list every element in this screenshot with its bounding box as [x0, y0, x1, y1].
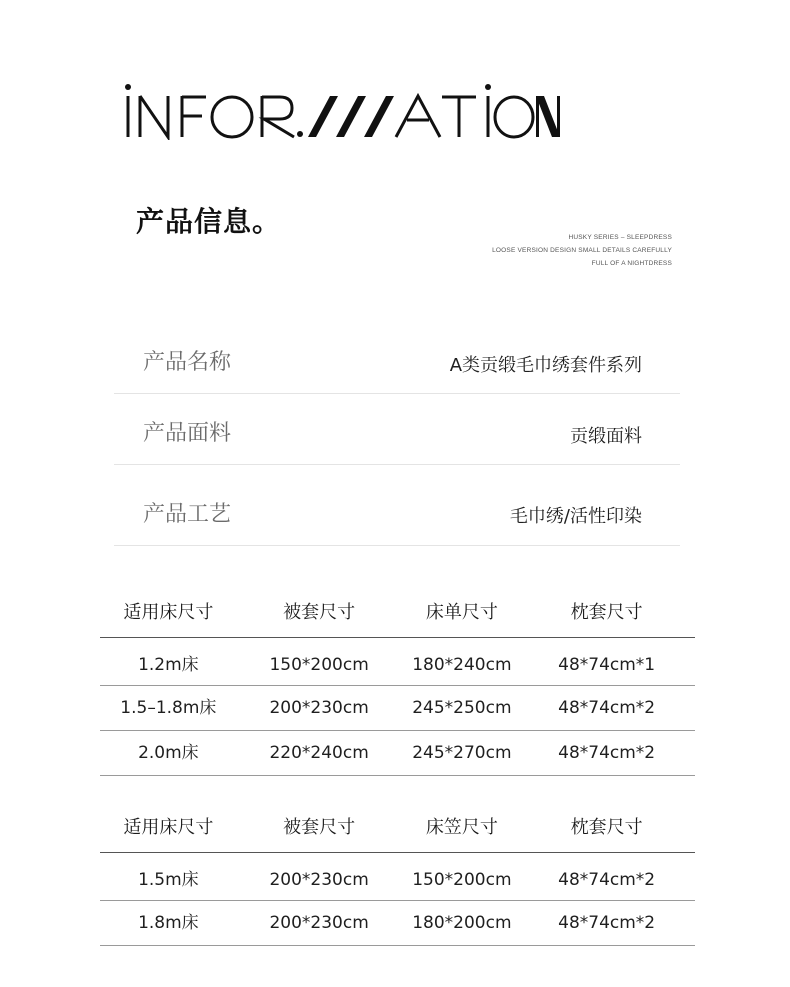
table-cell: 1.5–1.8m床 — [120, 698, 217, 718]
table-cell: 1.5m床 — [138, 870, 199, 890]
size-table-1 — [100, 593, 695, 776]
table-cell: 1.8m床 — [138, 913, 199, 933]
size-table-2 — [100, 808, 695, 946]
table-cell: 2.0m床 — [138, 743, 199, 763]
table-cell: 48*74cm*2 — [558, 698, 656, 718]
table-cell: 245*250cm — [412, 698, 512, 718]
info-value: A类贡缎毛巾绣套件系列 — [449, 355, 642, 376]
table-header-cell: 床单尺寸 — [425, 602, 498, 623]
table-row — [100, 686, 695, 731]
table-header-cell: 枕套尺寸 — [570, 817, 643, 838]
table-header-cell: 床笠尺寸 — [425, 817, 498, 838]
tagline-line: LOOSE VERSION DESIGN SMALL DETAILS CAREFULLY — [492, 247, 672, 254]
section-title: 产品信息。 — [136, 205, 282, 238]
table-cell: 180*240cm — [412, 655, 512, 675]
table-cell: 180*200cm — [412, 913, 512, 933]
product-info-list — [114, 323, 680, 546]
table-row — [100, 853, 695, 901]
info-row-craft — [114, 465, 680, 546]
table-cell: 245*270cm — [412, 743, 512, 763]
table-header-cell: 被套尺寸 — [283, 602, 356, 623]
table-cell: 150*200cm — [269, 655, 369, 675]
table-cell: 200*230cm — [269, 870, 369, 890]
info-row-name — [114, 323, 680, 394]
table-row — [100, 638, 695, 686]
tagline-line: FULL OF A NIGHTDRESS — [591, 260, 672, 267]
hero-wordmark — [124, 80, 560, 140]
table-cell: 220*240cm — [269, 743, 369, 763]
table-cell: 48*74cm*2 — [558, 870, 656, 890]
info-value: 毛巾绣/活性印染 — [509, 506, 642, 527]
table-header-row — [100, 808, 695, 853]
info-label: 产品工艺 — [143, 502, 232, 527]
table-cell: 48*74cm*2 — [558, 743, 656, 763]
info-label: 产品面料 — [143, 421, 232, 446]
table-cell: 150*200cm — [412, 870, 512, 890]
tagline-line: HUSKY SERIES – SLEEPDRESS — [568, 234, 672, 241]
table-cell: 1.2m床 — [138, 655, 199, 675]
table-header-row — [100, 593, 695, 638]
table-header-cell: 被套尺寸 — [283, 817, 356, 838]
hero-wordmark-graphic — [124, 80, 560, 140]
info-row-fabric — [114, 394, 680, 465]
table-cell: 200*230cm — [269, 913, 369, 933]
table-cell: 200*230cm — [269, 698, 369, 718]
table-row — [100, 901, 695, 946]
info-label: 产品名称 — [143, 350, 232, 375]
table-row — [100, 731, 695, 776]
table-cell: 48*74cm*1 — [558, 655, 656, 675]
table-header-cell: 枕套尺寸 — [570, 602, 643, 623]
table-cell: 48*74cm*2 — [558, 913, 656, 933]
table-header-cell: 适用床尺寸 — [123, 602, 214, 623]
tagline — [492, 231, 672, 270]
table-header-cell: 适用床尺寸 — [123, 817, 214, 838]
info-value: 贡缎面料 — [570, 426, 642, 447]
